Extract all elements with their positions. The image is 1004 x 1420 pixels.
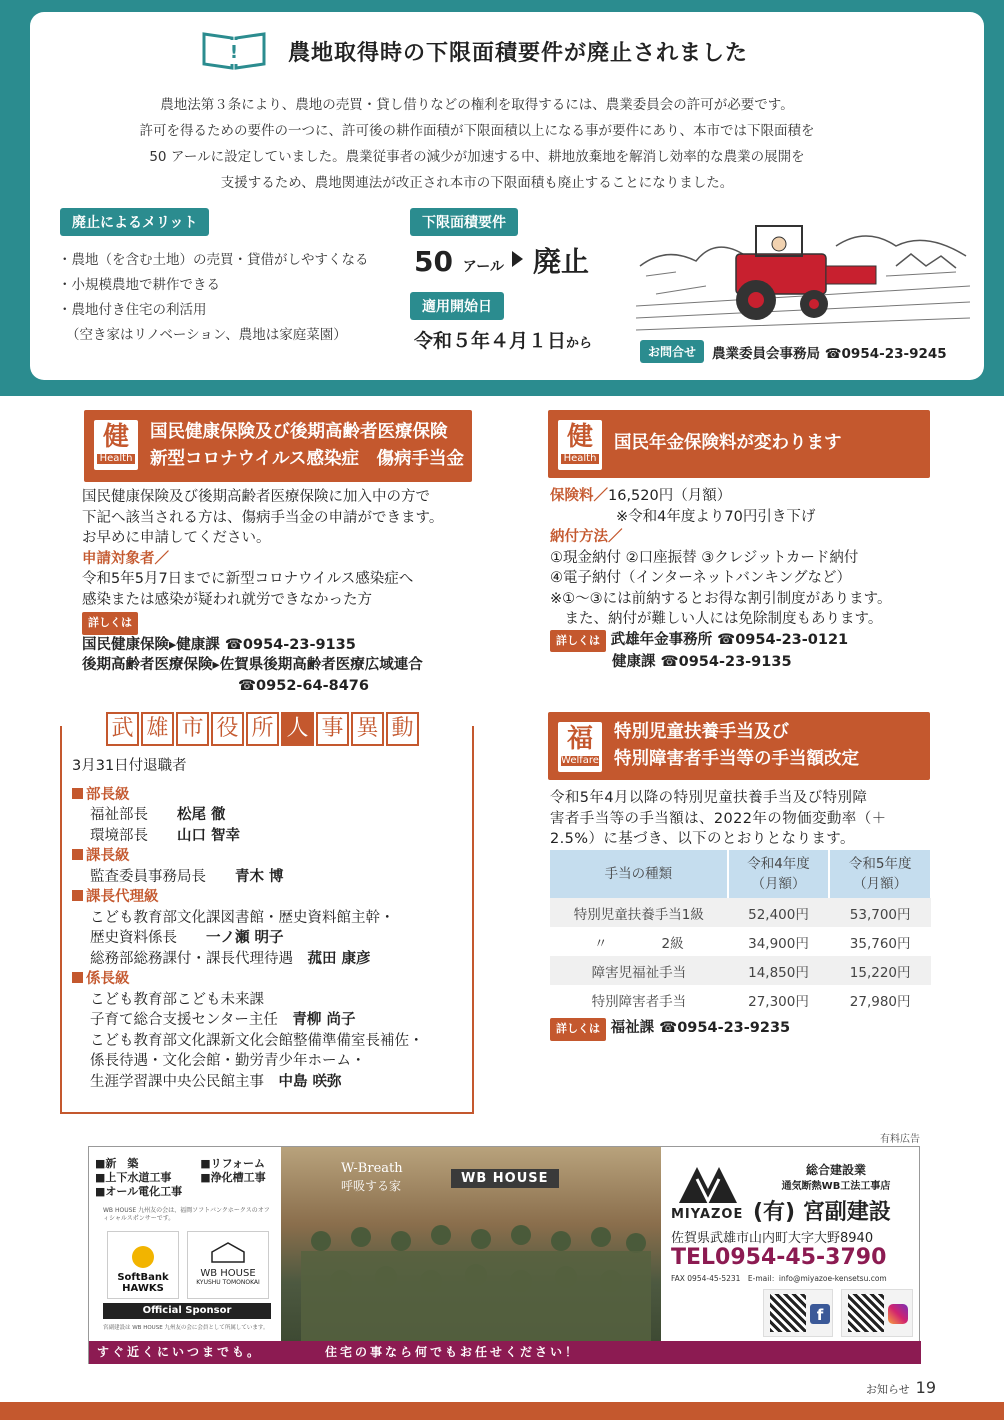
ad-left-panel: ■新 築 ■上下水道工事 ■オール電化工事 ■リフォーム ■浄化槽工事 WB HOUSE 九州友の会は、福岡ソフトバンクホークスのオフィシャルスポンサーです。 SoftBank HAWKS WB HOUSE KYUSHU TOMONOKAI Official Sponsor 宮副建設は WB HOUSE 九州友の会に会員として所属しています。 (89, 1147, 281, 1341)
personnel-changes-title: 武 雄 市 役 所 人 事 異 動 (100, 712, 425, 746)
health-body: 国民健康保険及び後期高齢者医療保険に加入中の方で 下記へ該当される方は、傷病手当金の申請ができます。 お早めに申請してください。 申請対象者／ 令和5年5月7日までに新型コロナウイルス感染症へ 感染または感染が疑われ就労できなかった方 詳しくは 国民健康保険▸健康課 ☎0954-23-9135 後期高齢者医療保険▸佐賀県後期高齢者医療広域連合 ☎0952-64-8476 (82, 489, 444, 694)
table-header: 令和5年度 （月額） (829, 850, 931, 898)
table-row: 特別障害者手当 27,300円 27,980円 (550, 985, 931, 1014)
list-item: ・小規模農地で耕作できる (58, 277, 220, 293)
advertisement (88, 1146, 920, 1364)
ad-slogan-bar: すぐ近くにいつまでも。 住宅の事なら何でもお任せください！ (89, 1341, 921, 1364)
page-footer: お知らせ 19 (866, 1378, 937, 1397)
health-badge: 健 Health (558, 420, 602, 470)
section-title: 国民年金保険料が変わります (614, 433, 842, 453)
details-tag: 詳しくは (550, 1018, 606, 1041)
merit-tag: 廃止によるメリット (60, 208, 209, 236)
facebook-icon: f (810, 1304, 830, 1324)
qr-code-facebook[interactable] (763, 1289, 833, 1337)
hawk-icon (132, 1246, 154, 1268)
company-info: MIYAZOE 総合建設業 通気断熱WB工法工事店 (有) 宮副建設 佐賀県武雄市山内町大字大野8940 TEL0954-45-3790 FAX 0954-45-5231 E-mail：info@miyazoe-kensetsu.com f (661, 1147, 921, 1341)
qr-code-instagram[interactable] (841, 1289, 913, 1337)
section-title: 国民健康保険及び後期高齢者医療保険 新型コロナウイルス感染症 傷病手当金 (150, 422, 464, 469)
farmland-inquiry: お問合せ 農業委員会事務局 ☎0954-23-9245 (640, 340, 947, 363)
footer-bar (0, 1402, 1004, 1420)
details-tag: 詳しくは (82, 612, 138, 635)
start-date: 令和５年４月１日から (414, 330, 593, 352)
qr-code-icon (848, 1294, 884, 1332)
staff-group-photo: W-Breath 呼吸する家 WB HOUSE (281, 1147, 661, 1341)
instagram-icon (888, 1304, 908, 1324)
intro-text: 農地法第３条により、農地の売買・貸し借りなどの権利を取得するには、農業委員会の許可が必要です。 許可を得るための要件の一つに、許可後の耕作面積が下限面積以上になる事が要件にあり、本市では下限面積を 50 アールに設定していました。農業従事者の減少が加速する中、耕地放棄地を解消し効率的な農業の展開を 支援するため、農地関連法が改正され本市の下限面積も廃止することになりました。 (139, 97, 815, 191)
requirement-tag: 下限面積要件 (410, 208, 518, 236)
details-tag: 詳しくは (550, 630, 606, 653)
tractor-illustration (636, 206, 970, 334)
merit-list (58, 248, 369, 348)
welfare-section-header (548, 712, 930, 780)
pension-body: 保険料／16,520円（月額） ※令和4年度より70円引き下げ 納付方法／ ①現金納付 ②口座振替 ③クレジットカード納付 ④電子納付（インターネットバンキングなど） ※①～③には前納するとお得な割引制度があります。 また、納付が難しい人には免除制度もあります。 詳しくは 武雄年金事務所 ☎0954-23-0121 健康課 ☎0954-23-9135 (550, 488, 892, 670)
people-silhouettes (281, 1211, 661, 1341)
open-book-icon (200, 30, 268, 70)
paid-ad-label: 有料広告 (880, 1134, 920, 1145)
personnel-list: 3月31日付退職者 部長級 福祉部長 松尾 徹 環境部長 山口 智幸 課長級 監査委員事務局長 青木 博 課長代理級 こども教育部文化課図書館・歴史資料館主幹・ 歴史資料係長 一ノ瀬 明子 総務部総務課付・課長代理待遇 菰田 康彦 係長級 こども教育部こども未来課 子育て総合支援センター主任 青柳 尚子 こども教育部文化課新文化会館整備準備室長補佐・ 係長待遇・文化会館・勤労青少年ホーム・ 生涯学習課中央公民館主事 中島 咲弥 (72, 758, 424, 1090)
section-title: 特別児童扶養手当及び 特別障害者手当等の手当額改定 (614, 722, 859, 769)
welfare-badge: 福 Welfare (558, 722, 602, 772)
list-item: （空き家はリノベーション、農地は家庭菜園） (66, 327, 347, 343)
miyazoe-logo-icon (677, 1161, 739, 1205)
start-date-tag: 適用開始日 (410, 292, 504, 320)
table-header: 令和4年度 （月額） (728, 850, 830, 898)
svg-text:!: ! (229, 42, 239, 63)
page-title: 農地取得時の下限面積要件が廃止されました (288, 41, 749, 66)
requirement-value: 50 アール 廃止 (414, 245, 590, 278)
welfare-contact: 詳しくは 福祉課 ☎0954-23-9235 (550, 1018, 790, 1041)
welfare-intro: 令和5年4月以降の特別児童扶養手当及び特別障 害者手当等の手当額は、2022年の物価変動率（＋ 2.5%）に基づき、以下のとおりとなります。 (550, 790, 887, 847)
pension-section-header (548, 410, 930, 478)
qr-code-icon (770, 1294, 806, 1332)
health-badge: 健 Health (94, 420, 138, 470)
list-item: ・農地付き住宅の利活用 (58, 302, 207, 318)
arrow-right-icon (512, 251, 523, 267)
list-item: ・農地（を含む土地）の売買・貸借がしやすくなる (58, 252, 369, 268)
hawks-logo: SoftBank HAWKS (107, 1231, 179, 1299)
table-row: 特別児童扶養手当1級 52,400円 53,700円 (550, 898, 931, 927)
health-section-header (84, 410, 472, 482)
allowance-table (550, 850, 932, 1014)
wbhouse-logo: WB HOUSE KYUSHU TOMONOKAI (187, 1231, 269, 1299)
table-row: 〃 2級 34,900円 35,760円 (550, 927, 931, 956)
service-list: ■新 築 ■上下水道工事 ■オール電化工事 ■リフォーム ■浄化槽工事 (95, 1157, 266, 1198)
house-icon (208, 1240, 248, 1264)
table-header: 手当の種類 (550, 850, 728, 898)
table-row: 障害児福祉手当 14,850円 15,220円 (550, 956, 931, 985)
page-number: 19 (915, 1378, 937, 1397)
